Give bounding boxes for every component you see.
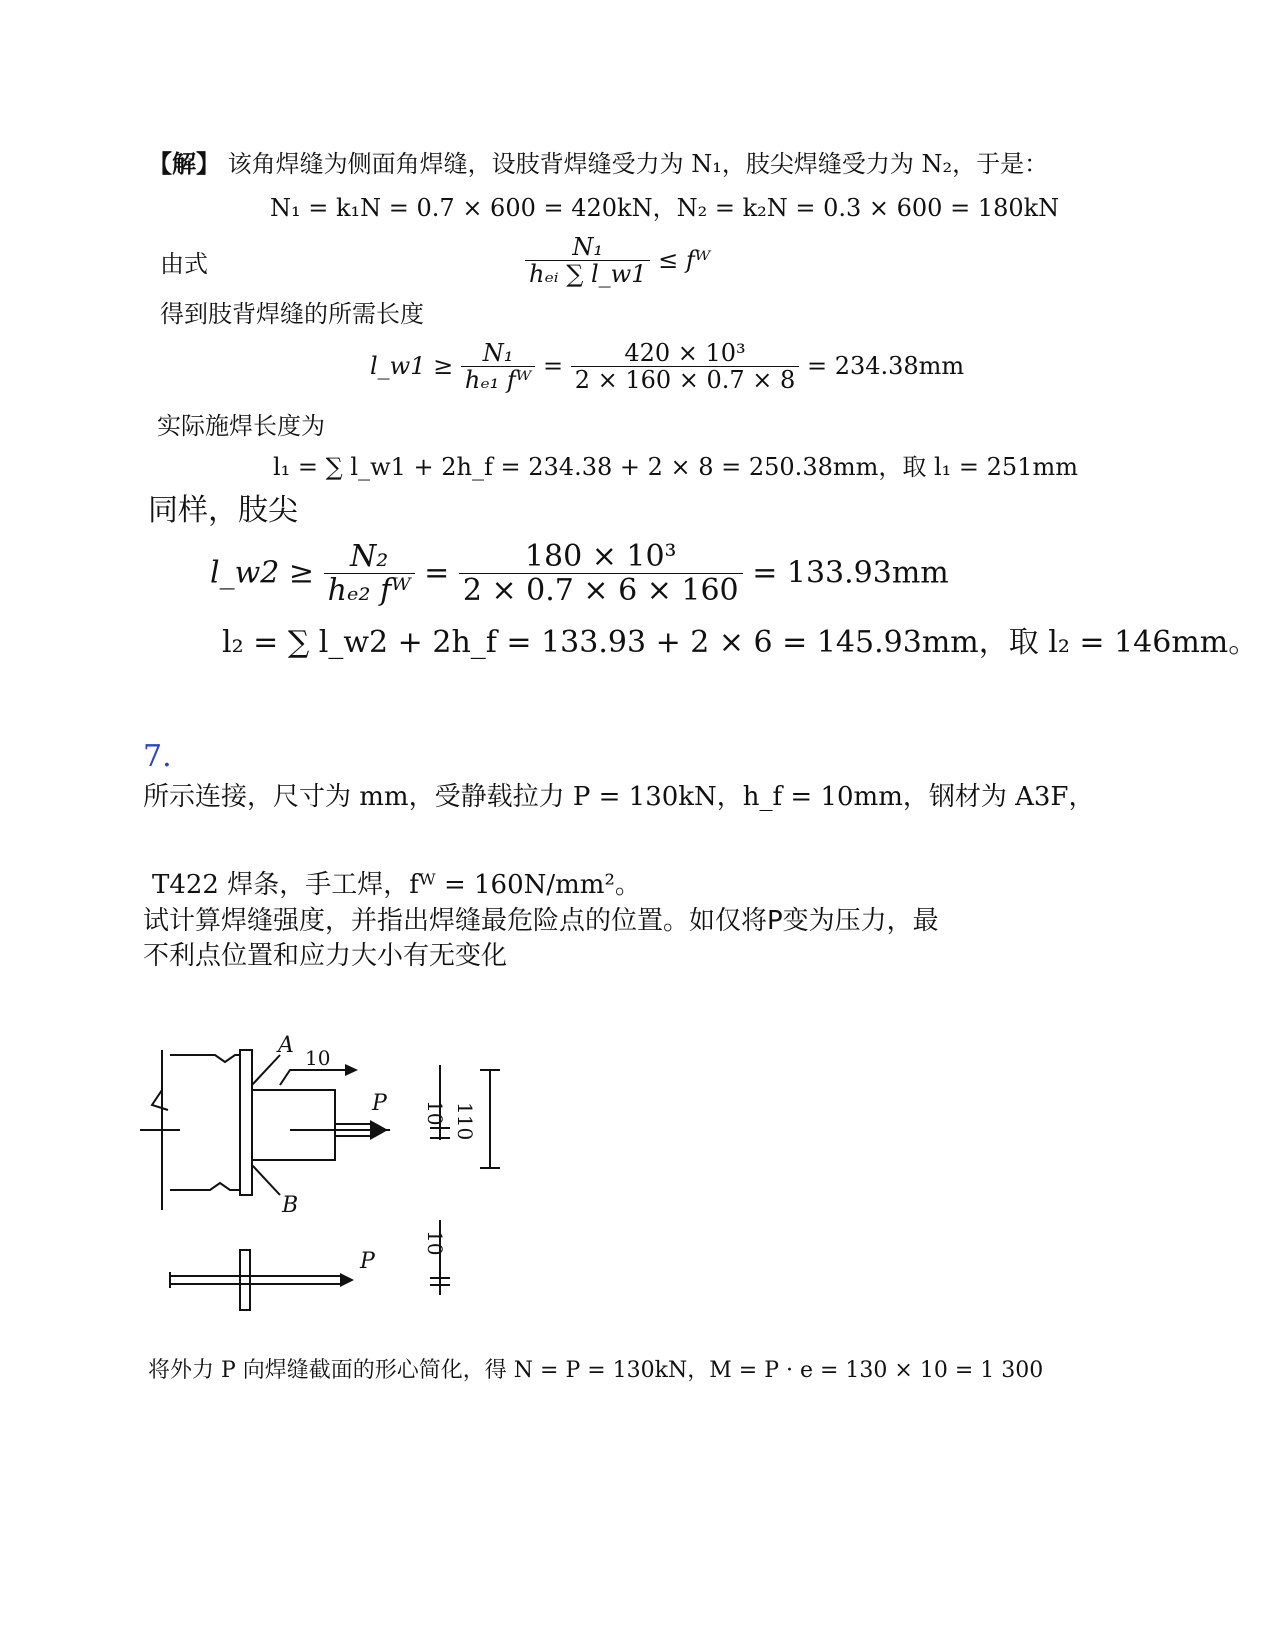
arrow-head-10 (345, 1064, 358, 1076)
eq-forces: N₁ = k₁N = 0.7 × 600 = 420kN，N₂ = k₂N = 0.3 × 600 = 180kN (270, 194, 1060, 222)
label-A: A (278, 1033, 294, 1058)
similarly-label: 同样，肢尖 (148, 493, 298, 528)
lw1-fraction-1 (461, 340, 535, 395)
dim-110: 110 (453, 1102, 477, 1141)
end-plate (240, 1050, 252, 1195)
by-formula-rhs: ≤ fᵂ (658, 246, 711, 274)
lw2-result: = 133.93mm (752, 555, 949, 591)
problem-line-4: 不利点位置和应力大小有无变化 (143, 941, 508, 971)
label-P-top: P (372, 1091, 387, 1116)
label-B: B (282, 1193, 299, 1218)
lw2-fraction-2 (459, 540, 743, 609)
lw1-result: = 234.38mm (806, 352, 965, 380)
by-formula-fraction (525, 234, 650, 289)
back-length-label: 得到肢背焊缝的所需长度 (160, 300, 424, 328)
lw2-f2-num: 180 × 10³ (459, 540, 743, 574)
side-plate (240, 1250, 250, 1310)
solution-label: 【解】 (148, 149, 220, 178)
dim-10-top: 10 (305, 1046, 331, 1070)
lw1-equals: = (542, 352, 564, 380)
lw2-lhs: l_w2 ≥ (210, 555, 315, 591)
solution-intro: 该角焊缝为侧面角焊缝，设肢背焊缝受力为 N₁，肢尖焊缝受力为 N₂，于是： (227, 150, 1049, 178)
arrow-head-P-bottom (340, 1273, 354, 1287)
solution-intro-line (148, 149, 1049, 178)
lw2-equals: = (424, 555, 450, 591)
lw2-f1-num: N₂ (324, 540, 415, 574)
lw2-f2-den: 2 × 0.7 × 6 × 160 (462, 573, 739, 608)
weld-connection-diagram (140, 1033, 520, 1390)
problem-line-1: 所示连接，尺寸为 mm，受静载拉力 P = 130kN，h_f = 10mm，钢材为 A3F， (143, 782, 1095, 812)
side-beam (170, 1272, 340, 1288)
lw2-fraction-1 (324, 540, 415, 609)
problem-number: 7. (143, 739, 172, 774)
dim-arrow-10 (280, 1070, 345, 1085)
weld-lines (252, 1055, 280, 1195)
problem-line-3: 试计算焊缝强度，并指出焊缝最危险点的位置。如仅将P变为压力，最 (143, 906, 939, 936)
by-formula (525, 234, 710, 289)
dim-10-right: 10 (423, 1100, 447, 1126)
lw1-equation (370, 340, 964, 395)
problem-final-line: 将外力 P 向焊缝截面的形心简化，得 N = P = 130kN，M = P · e = 130 × 10 = 1 300 (148, 1358, 1044, 1383)
lw1-fraction-2 (571, 340, 800, 395)
dim-10-bottom: 10 (423, 1230, 447, 1256)
lw1-f2-num: 420 × 10³ (571, 340, 800, 367)
lw2-equation (210, 540, 949, 609)
lw2-f1-den: hₑ₂ fᵂ (327, 573, 411, 608)
l2-equation: l₂ = ∑ l_w2 + 2h_f = 133.93 + 2 × 6 = 145.93mm，取 l₂ = 146mm。 (222, 625, 1259, 660)
by-formula-num: N₁ (525, 234, 650, 261)
dim-110 (480, 1070, 500, 1168)
problem-line-2: T422 焊条，手工焊，fᵂ = 160N/mm²。 (152, 870, 641, 900)
by-formula-den: hₑᵢ ∑ l_w1 (529, 260, 647, 289)
connected-plate (252, 1090, 335, 1160)
l1-equation: l₁ = ∑ l_w1 + 2h_f = 234.38 + 2 × 8 = 250.38mm，取 l₁ = 251mm (273, 453, 1078, 481)
lw1-lhs: l_w1 ≥ (370, 352, 454, 380)
by-formula-label: 由式 (160, 250, 208, 278)
label-P-bottom: P (360, 1249, 375, 1274)
lw1-f2-den: 2 × 160 × 0.7 × 8 (574, 366, 796, 395)
lw1-f1-num: N₁ (461, 340, 535, 367)
arrow-head-P-top (370, 1120, 388, 1140)
lw1-f1-den: hₑ₁ fᵂ (464, 366, 532, 395)
actual-length-label: 实际施焊长度为 (157, 412, 325, 440)
